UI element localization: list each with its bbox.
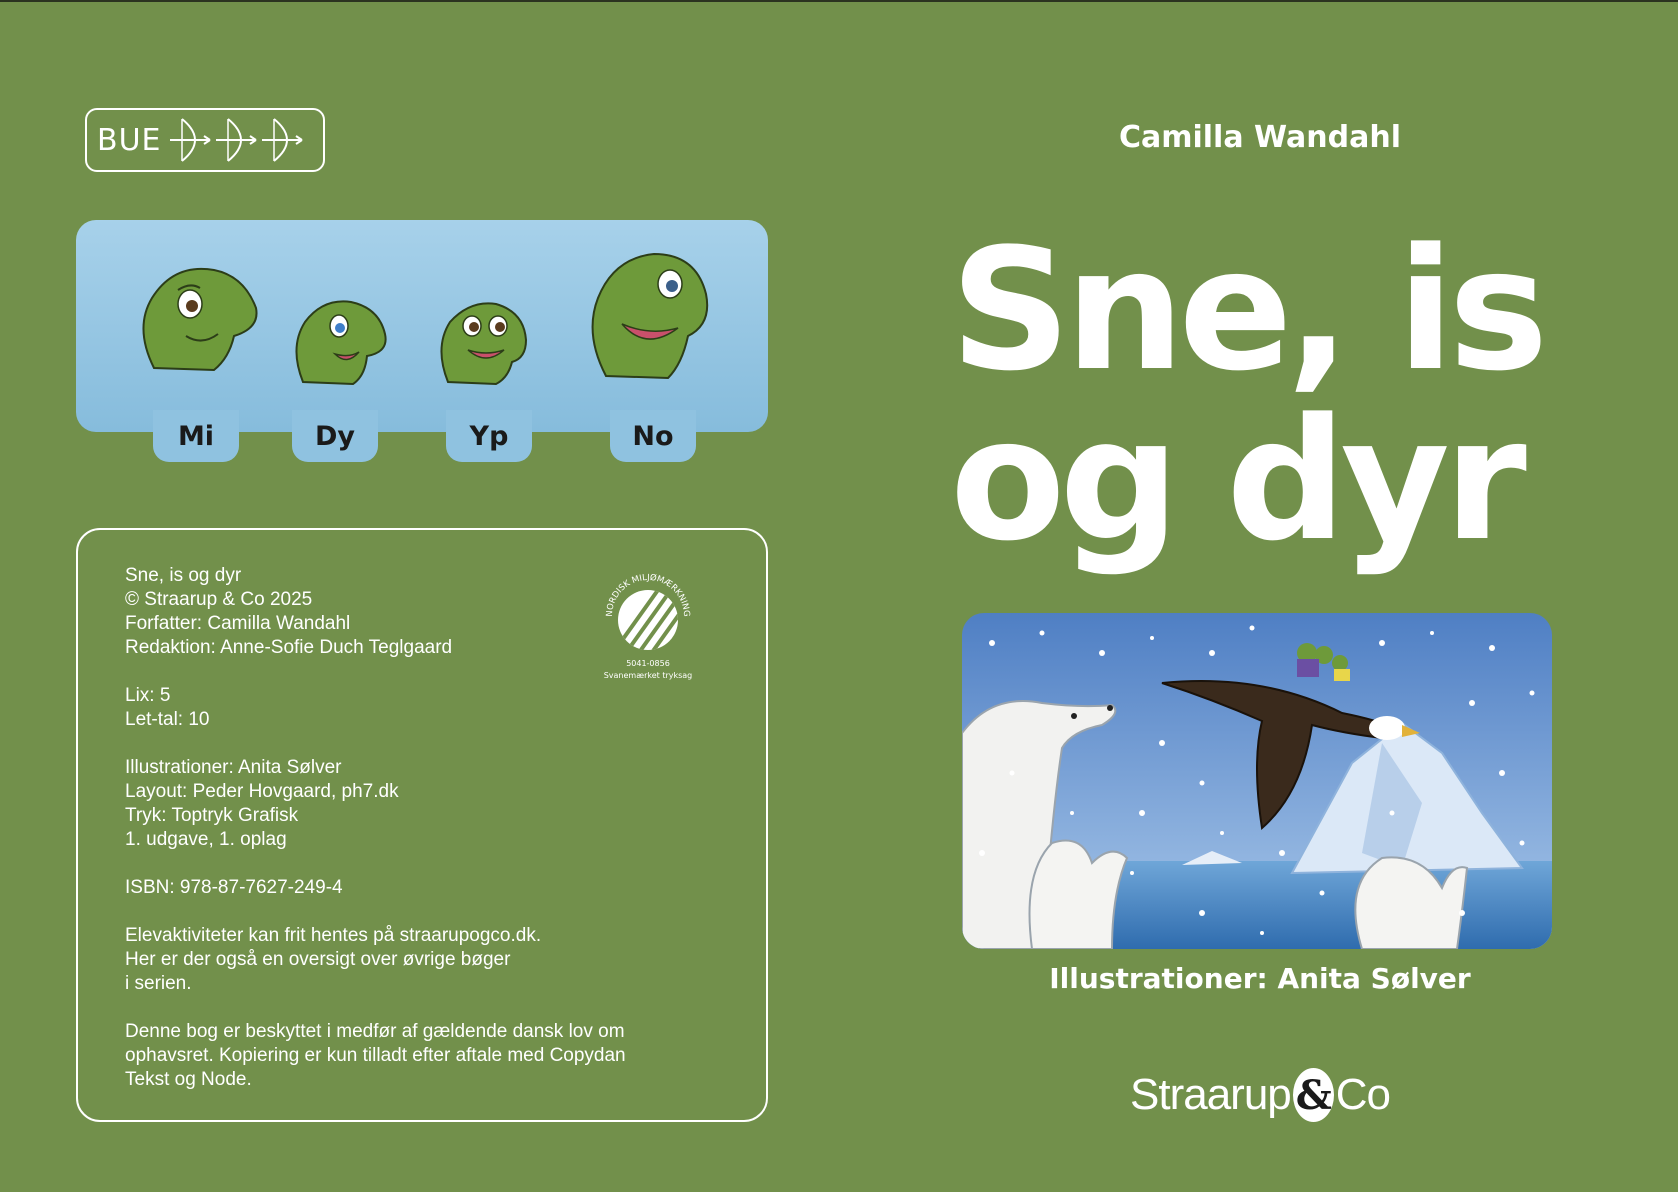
nordic-swan-ecolabel-icon — [598, 566, 698, 686]
colophon-line: Redaktion: Anne-Sofie Duch Teglgaard — [125, 637, 453, 658]
character-label-mi: Mi — [153, 410, 239, 462]
illustrator-credit: Illustrationer: Anita Sølver — [1049, 962, 1471, 995]
copyright-line: Denne bog er beskyttet i medfør af gældende dansk lov om — [125, 1021, 625, 1042]
isbn: ISBN: 978-87-7627-249-4 — [125, 877, 343, 898]
turtle-character-no — [584, 244, 716, 384]
turtle-character-dy — [291, 292, 391, 388]
character-label-yp: Yp — [446, 410, 532, 462]
colophon-line: Forfatter: Camilla Wandahl — [125, 613, 351, 634]
turtle-character-mi — [134, 258, 264, 380]
ecolabel-caption: Svanemærket tryksag — [603, 671, 693, 680]
publisher-name-left: Straarup — [1130, 1070, 1291, 1119]
publisher-name-right: Co — [1335, 1070, 1390, 1119]
lix-value: Lix: 5 — [125, 685, 171, 706]
bow-arrow-icon — [214, 115, 258, 165]
top-edge-line — [0, 0, 1678, 2]
cover-illustration — [962, 613, 1552, 949]
level-badge — [85, 108, 325, 172]
arctic-scene-image — [962, 613, 1552, 949]
copyright-line: Tekst og Node. — [125, 1069, 252, 1090]
ecolabel-number: 5041-0856 — [626, 659, 670, 668]
publisher-logo — [1130, 1065, 1390, 1125]
title-line-2: og dyr — [950, 382, 1521, 578]
colophon-line: © Straarup & Co 2025 — [125, 589, 313, 610]
credit-line: Illustrationer: Anita Sølver — [125, 757, 342, 778]
character-panel — [76, 220, 768, 432]
credit-line: Tryk: Toptryk Grafisk — [125, 805, 299, 826]
activities-line: Elevaktiviteter kan frit hentes på straarupogco.dk. — [125, 925, 542, 946]
colophon-box — [76, 528, 768, 1122]
character-label-dy: Dy — [292, 410, 378, 462]
activities-line: Her er der også en oversigt over øvrige bøger — [125, 949, 511, 970]
credit-line: Layout: Peder Hovgaard, ph7.dk — [125, 781, 399, 802]
book-title — [950, 212, 1590, 578]
level-label: BUE — [97, 122, 162, 158]
author-name: Camilla Wandahl — [1118, 120, 1402, 155]
title-line-1: Sne, is — [950, 212, 1543, 408]
lettal-value: Let-tal: 10 — [125, 709, 210, 730]
publisher-ampersand: & — [1293, 1068, 1334, 1122]
character-label-no: No — [610, 410, 696, 462]
bow-arrow-icon — [260, 115, 304, 165]
credit-line: 1. udgave, 1. oplag — [125, 829, 287, 850]
turtle-character-yp — [434, 292, 534, 388]
ecolabel-arc-text: NORDISK MILJØMÆRKNING — [604, 572, 692, 618]
activities-line: i serien. — [125, 973, 192, 994]
colophon-line: Sne, is og dyr — [125, 565, 242, 586]
copyright-line: ophavsret. Kopiering er kun tilladt efter aftale med Copydan — [125, 1045, 626, 1066]
bow-arrow-icon — [168, 115, 212, 165]
